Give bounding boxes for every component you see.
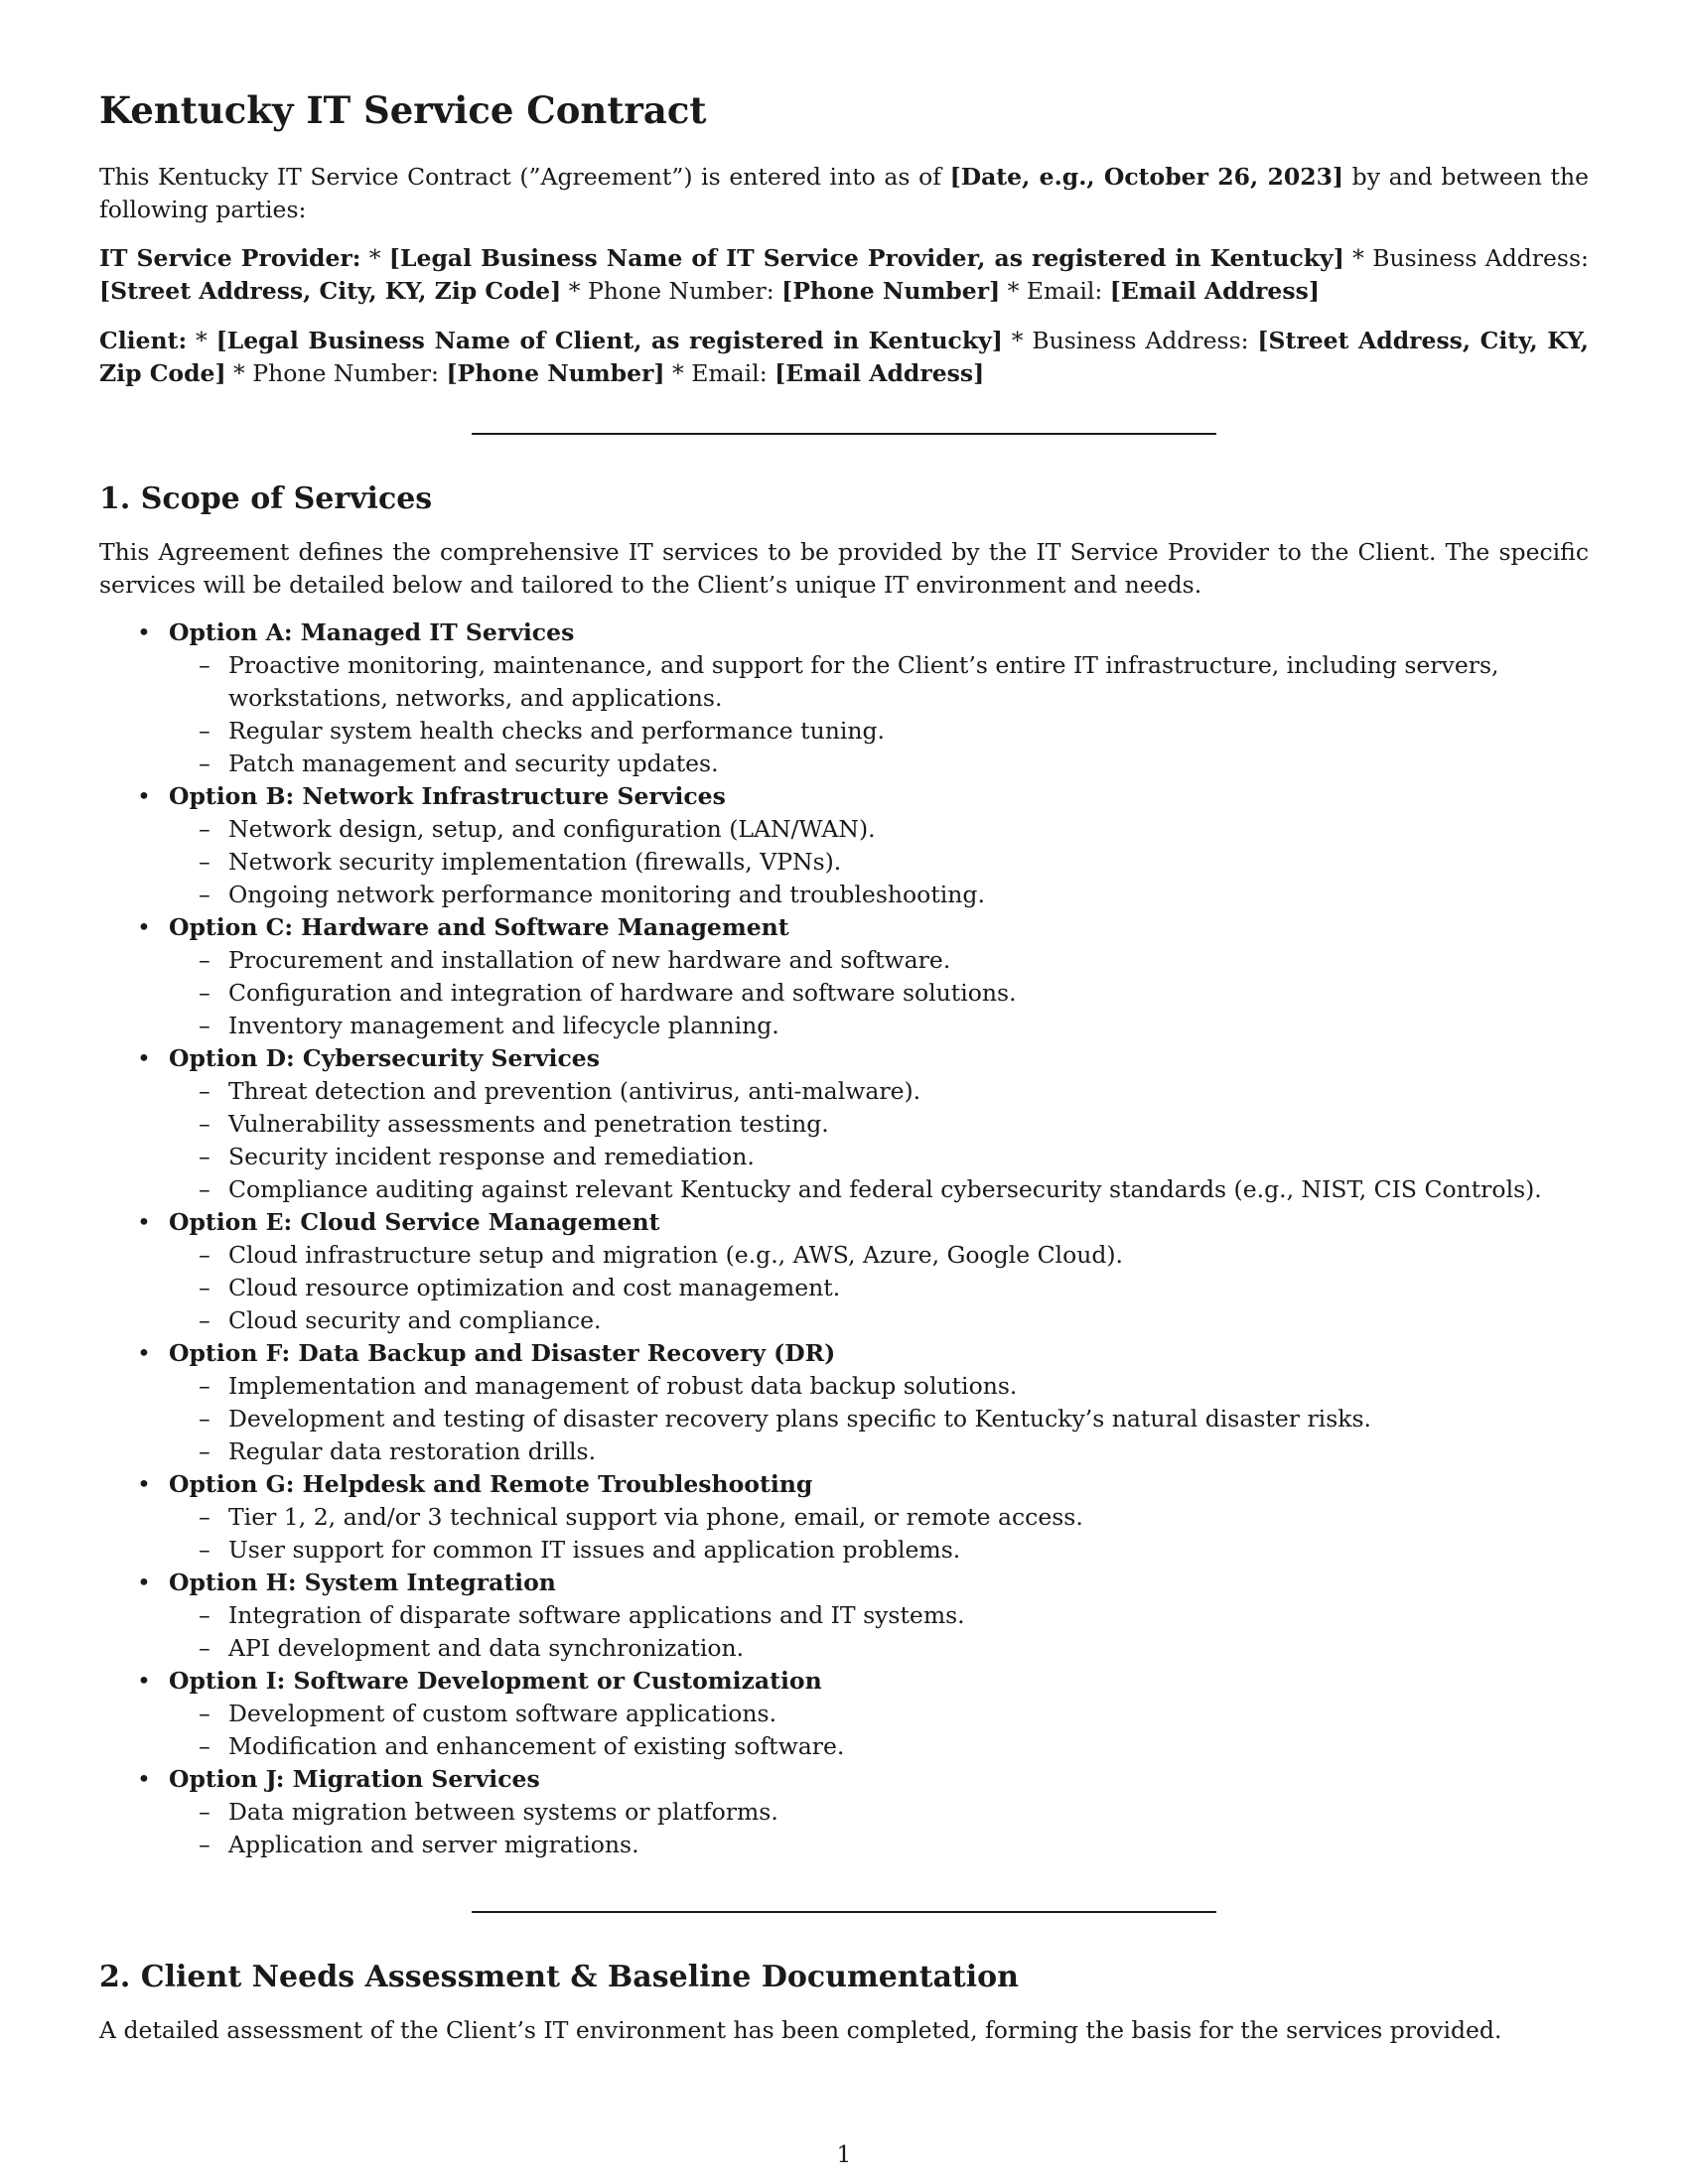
list-item [99,911,1589,1042]
client-phone: [Phone Number] [446,359,665,387]
page-number: 1 [836,2140,852,2168]
list-item: – Development and testing of disaster recovery plans specific to Kentucky’s natural disaster risks. [169,1403,1589,1435]
list-item: – Ongoing network performance monitoring and troubleshooting. [169,879,1589,911]
section-1-heading: 1. Scope of Services [99,481,433,516]
list-item: – Cloud resource optimization and cost management. [169,1272,1589,1304]
list-item [99,616,1589,780]
list-item: – Security incident response and remediation. [169,1141,1589,1173]
list-item: – Cloud security and compliance. [169,1304,1589,1337]
list-item: – Network design, setup, and configuration (LAN/WAN). [169,813,1589,846]
list-item: – Integration of disparate software applications and IT systems. [169,1599,1589,1632]
option-title: Option B: Network Infrastructure Services [169,782,726,810]
option-title: Option E: Cloud Service Management [169,1208,660,1236]
option-title: Option A: Managed IT Services [169,618,575,646]
intro-paragraph: This Kentucky IT Service Contract (”Agreement”) is entered into as of [Date, e.g., October 26, 2023] by and between the following parties: [99,163,1589,223]
list-item: – Regular system health checks and performance tuning. [169,715,1589,748]
option-title: Option I: Software Development or Customization [169,1667,822,1695]
list-item: – User support for common IT issues and application problems. [169,1534,1589,1567]
list-item: – Development of custom software applications. [169,1698,1589,1730]
agreement-date: [Date, e.g., October 26, 2023] [949,163,1344,191]
list-item [99,780,1589,911]
option-title: Option G: Helpdesk and Remote Troubleshooting [169,1470,813,1498]
list-item: – Implementation and management of robust data backup solutions. [169,1370,1589,1403]
client-details: Client: * [Legal Business Name of Client, as registered in Kentucky] * Business Address: [Street Address, City, KY, Zip Code] * Phone Number: [Phone Number] * Email: [Email Address] [99,327,1589,387]
option-title: Option C: Hardware and Software Management [169,913,789,941]
list-item [99,1665,1589,1763]
list-item: – Modification and enhancement of existing software. [169,1730,1589,1763]
section-divider [472,1911,1216,1913]
provider-name: [Legal Business Name of IT Service Provider, as registered in Kentucky] [388,244,1344,272]
list-item: – Tier 1, 2, and/or 3 technical support via phone, email, or remote access. [169,1501,1589,1534]
list-item [99,1468,1589,1567]
list-item [99,1042,1589,1206]
list-item: – Proactive monitoring, maintenance, and support for the Client’s entire IT infrastructure, including servers, workstations, networks, and applications. [169,649,1589,715]
section-divider [472,433,1216,435]
list-item: – API development and data synchronization. [169,1632,1589,1665]
list-item: – Network security implementation (firewalls, VPNs). [169,846,1589,879]
option-title: Option F: Data Backup and Disaster Recovery (DR) [169,1339,836,1367]
list-item [99,1206,1589,1337]
option-title: Option H: System Integration [169,1569,556,1596]
service-options-list [99,616,1589,1861]
provider-address: [Street Address, City, KY, Zip Code] [99,277,562,305]
list-item: – Patch management and security updates. [169,748,1589,780]
option-title: Option J: Migration Services [169,1765,540,1793]
provider-details: IT Service Provider: * [Legal Business Name of IT Service Provider, as registered in Kentucky] * Business Address: [Street Address, City, KY, Zip Code] * Phone Number: [Phone Number] * Email: [Email Address] [99,244,1589,305]
provider-phone: [Phone Number] [781,277,1001,305]
list-item: – Data migration between systems or platforms. [169,1796,1589,1829]
section-1-intro: This Agreement defines the comprehensive IT services to be provided by the IT Service Provider to the Client. The specific services will be detailed below and tailored to the Client’s unique IT environment and needs. [99,538,1589,599]
list-item: – Compliance auditing against relevant Kentucky and federal cybersecurity standards (e.g., NIST, CIS Controls). [169,1173,1589,1206]
client-name: [Legal Business Name of Client, as registered in Kentucky] [215,327,1003,354]
list-item: – Threat detection and prevention (antivirus, anti-malware). [169,1075,1589,1108]
list-item: – Procurement and installation of new hardware and software. [169,944,1589,977]
client-label: Client: [99,327,188,354]
document-title: Kentucky IT Service Contract [99,88,707,132]
provider-label: IT Service Provider: [99,244,361,272]
list-item [99,1337,1589,1468]
client-email: [Email Address] [774,359,985,387]
list-item [99,1567,1589,1665]
section-2-heading: 2. Client Needs Assessment & Baseline Documentation [99,1960,1019,1994]
list-item: – Inventory management and lifecycle planning. [169,1010,1589,1042]
list-item: – Application and server migrations. [169,1829,1589,1861]
list-item: – Vulnerability assessments and penetration testing. [169,1108,1589,1141]
list-item [99,1763,1589,1861]
client-address: [Street Address, City, KY, Zip Code] [99,327,1589,387]
list-item: – Cloud infrastructure setup and migration (e.g., AWS, Azure, Google Cloud). [169,1239,1589,1272]
option-title: Option D: Cybersecurity Services [169,1044,600,1072]
list-item: – Regular data restoration drills. [169,1435,1589,1468]
list-item: – Configuration and integration of hardware and software solutions. [169,977,1589,1010]
section-2-intro: A detailed assessment of the Client’s IT environment has been completed, forming the basis for the services provided. [99,2016,1502,2044]
provider-email: [Email Address] [1109,277,1320,305]
